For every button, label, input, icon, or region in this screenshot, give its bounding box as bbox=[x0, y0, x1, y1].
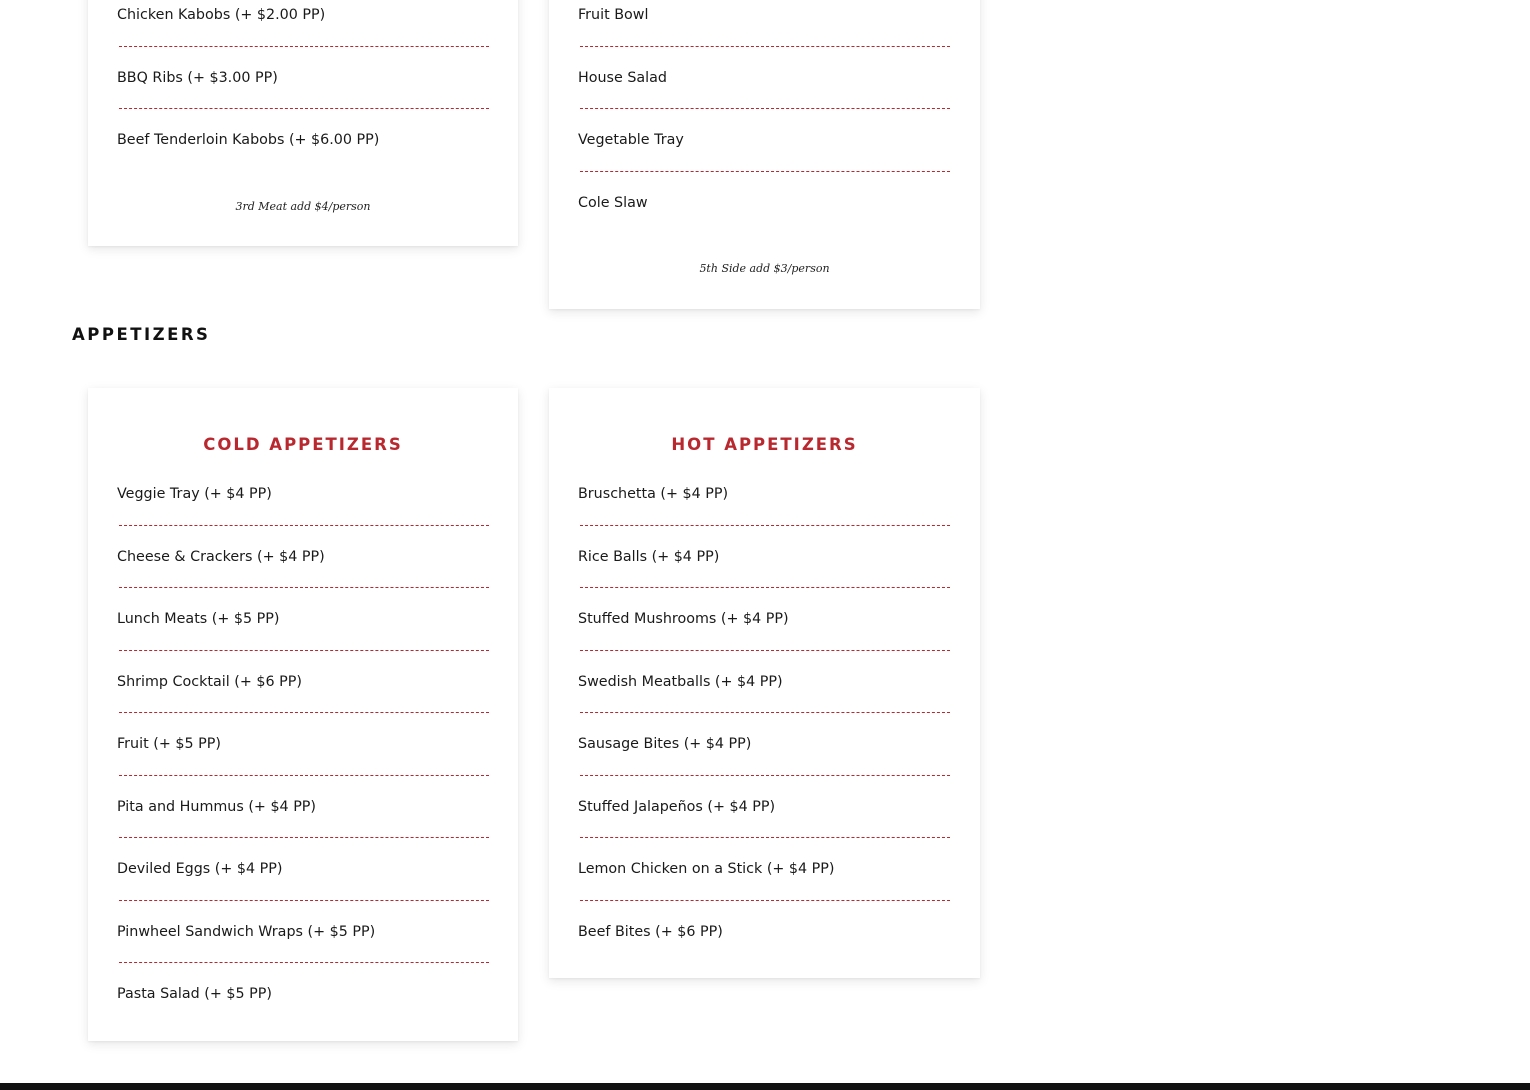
list-item: Stuffed Mushrooms (+ $4 PP) bbox=[578, 611, 789, 627]
divider bbox=[119, 712, 489, 713]
divider bbox=[119, 46, 489, 47]
extra-side-note: 5th Side add $3/person bbox=[699, 262, 830, 275]
cold-appetizers-title: COLD APPETIZERS bbox=[203, 435, 403, 454]
divider bbox=[580, 525, 950, 526]
divider bbox=[580, 775, 950, 776]
divider bbox=[119, 108, 489, 109]
list-item: Chicken Kabobs (+ $2.00 PP) bbox=[117, 7, 326, 23]
meats-card bbox=[88, 0, 518, 246]
divider bbox=[580, 650, 950, 651]
divider bbox=[119, 587, 489, 588]
divider bbox=[580, 837, 950, 838]
list-item: Vegetable Tray bbox=[578, 132, 684, 148]
divider bbox=[119, 962, 489, 963]
list-item: Rice Balls (+ $4 PP) bbox=[578, 549, 720, 565]
appetizers-heading: APPETIZERS bbox=[72, 325, 211, 344]
list-item: Lemon Chicken on a Stick (+ $4 PP) bbox=[578, 861, 835, 877]
list-item: Cheese & Crackers (+ $4 PP) bbox=[117, 549, 325, 565]
list-item: Fruit (+ $5 PP) bbox=[117, 736, 221, 752]
list-item: Beef Bites (+ $6 PP) bbox=[578, 924, 723, 940]
list-item: Pinwheel Sandwich Wraps (+ $5 PP) bbox=[117, 924, 376, 940]
divider bbox=[119, 900, 489, 901]
divider bbox=[580, 171, 950, 172]
divider bbox=[580, 712, 950, 713]
cold-appetizers-card bbox=[88, 388, 518, 1041]
list-item: Veggie Tray (+ $4 PP) bbox=[117, 486, 272, 502]
divider bbox=[580, 587, 950, 588]
list-item: Bruschetta (+ $4 PP) bbox=[578, 486, 729, 502]
list-item: Pita and Hummus (+ $4 PP) bbox=[117, 799, 317, 815]
divider bbox=[119, 525, 489, 526]
list-item: Shrimp Cocktail (+ $6 PP) bbox=[117, 674, 302, 690]
list-item: Deviled Eggs (+ $4 PP) bbox=[117, 861, 283, 877]
hot-appetizers-card bbox=[549, 388, 980, 978]
list-item: House Salad bbox=[578, 70, 667, 86]
divider bbox=[580, 900, 950, 901]
list-item: Swedish Meatballs (+ $4 PP) bbox=[578, 674, 783, 690]
list-item: Stuffed Jalapeños (+ $4 PP) bbox=[578, 799, 776, 815]
list-item: BBQ Ribs (+ $3.00 PP) bbox=[117, 70, 278, 86]
list-item: Beef Tenderloin Kabobs (+ $6.00 PP) bbox=[117, 132, 380, 148]
list-item: Lunch Meats (+ $5 PP) bbox=[117, 611, 280, 627]
hot-appetizers-title: HOT APPETIZERS bbox=[671, 435, 858, 454]
sides-card bbox=[549, 0, 980, 309]
divider bbox=[119, 650, 489, 651]
divider bbox=[580, 108, 950, 109]
divider bbox=[119, 775, 489, 776]
divider bbox=[119, 837, 489, 838]
list-item: Fruit Bowl bbox=[578, 7, 649, 23]
list-item: Cole Slaw bbox=[578, 195, 648, 211]
footer-bar bbox=[0, 1083, 1530, 1090]
divider bbox=[580, 46, 950, 47]
list-item: Sausage Bites (+ $4 PP) bbox=[578, 736, 752, 752]
extra-meat-note: 3rd Meat add $4/person bbox=[235, 200, 371, 213]
list-item: Pasta Salad (+ $5 PP) bbox=[117, 986, 272, 1002]
